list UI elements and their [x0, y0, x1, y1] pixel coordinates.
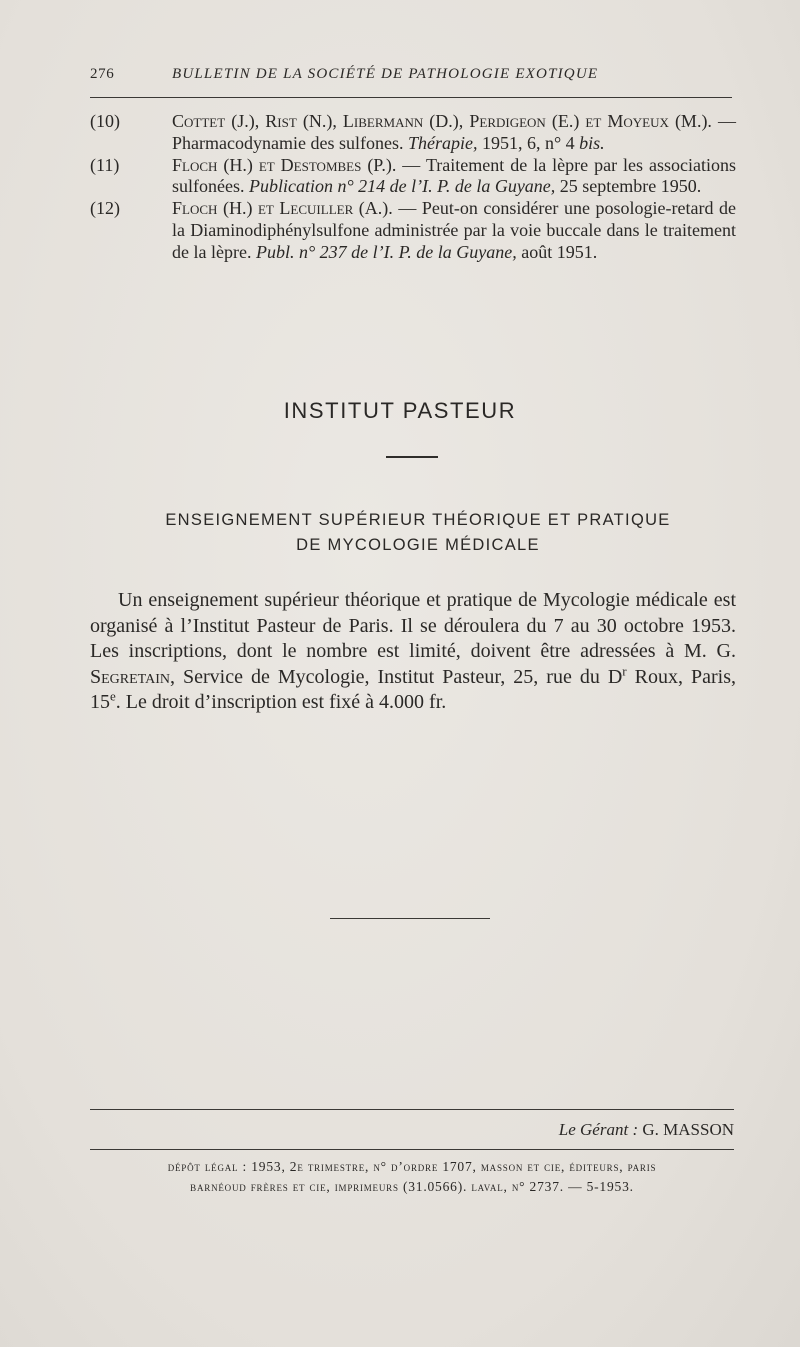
announcement-paragraph: [90, 588, 736, 716]
header-rule: [90, 97, 732, 98]
reference-number: (11): [90, 154, 120, 175]
reference-text: — Traitement de la lèpre par les associations sulfonées.: [172, 154, 737, 197]
section-title-line-1: ENSEIGNEMENT SUPÉRIEUR THÉORIQUE ET PRATIQUE: [165, 511, 671, 529]
imprint-line-1: dépôt légal : 1953, 2e trimestre, n° d’ordre 1707, masson et cie, éditeurs, paris: [167, 1159, 657, 1174]
gerant-line: [90, 1120, 734, 1140]
reference-tail: 25 septembre 1950.: [555, 176, 702, 197]
reference-item: [90, 155, 736, 199]
section-title-line-2: DE MYCOLOGIE MÉDICALE: [296, 536, 540, 554]
gerant-name: G. MASSON: [638, 1120, 734, 1139]
section-end-rule: [330, 918, 490, 919]
gerant-label: Le Gérant :: [558, 1120, 639, 1139]
institut-title: INSTITUT PASTEUR: [283, 398, 517, 423]
title-rule: [386, 456, 438, 458]
paragraph-text-3: Roux, Paris, 15: [90, 665, 736, 713]
section-title: [0, 508, 800, 558]
reference-list: [90, 111, 736, 264]
reference-number: (12): [90, 198, 120, 219]
reference-tail: 1951, 6, n° 4: [477, 132, 580, 153]
footer-rule-top: [90, 1109, 734, 1110]
paragraph-text-4: . Le droit d’inscription est fixé à 4.000 fr.: [115, 691, 447, 713]
reference-journal: Thérapie,: [407, 132, 478, 153]
paragraph-arr-superscript: e: [110, 688, 116, 704]
paragraph-text-2: , Service de Mycologie, Institut Pasteur, 25, rue du D: [170, 665, 623, 688]
reference-authors: Floch (H.) et Lecuiller (A.).: [172, 198, 393, 219]
reference-tail: août 1951.: [516, 241, 598, 262]
reference-text: — Pharmacodynamie des sulfones.: [172, 111, 737, 153]
journal-title: BULLETIN DE LA SOCIÉTÉ DE PATHOLOGIE EXOTIQUE: [172, 66, 599, 82]
reference-number: (10): [90, 111, 120, 131]
paragraph-name: Segretain: [90, 665, 170, 688]
paragraph-text-1: Un enseignement supérieur théorique et pratique de Mycologie médicale est organisé à l’Institut Pasteur de Paris. Il se déroulera du 7 au 30 octobre 1953. Les inscriptions, dont le nombre est limité, doivent être adressées à M. G.: [90, 589, 736, 662]
reference-item: [90, 198, 736, 263]
imprint: [90, 1157, 734, 1197]
paragraph-dr-superscript: r: [622, 662, 627, 678]
reference-authors: Floch (H.) et Destombes (P.).: [172, 154, 397, 175]
reference-text: — Peut-on considérer une posologie-retard de la Diaminodiphénylsulfone administrée par la voie buccale dans le traitement de la lèpre.: [172, 198, 736, 262]
reference-tail-italic: bis.: [579, 132, 605, 153]
reference-item: [90, 111, 736, 155]
reference-journal: Publication n° 214 de l’I. P. de la Guyane,: [248, 176, 556, 197]
page-number: 276: [90, 66, 115, 82]
imprint-line-2: barnéoud frères et cie, imprimeurs (31.0566). laval, n° 2737. — 5-1953.: [190, 1179, 634, 1194]
reference-journal: Publ. n° 237 de l’I. P. de la Guyane,: [255, 241, 517, 262]
footer-rule-bottom: [90, 1149, 734, 1150]
reference-authors: Cottet (J.), Rist (N.), Libermann (D.), Perdigeon (E.) et Moyeux (M.).: [172, 111, 712, 131]
